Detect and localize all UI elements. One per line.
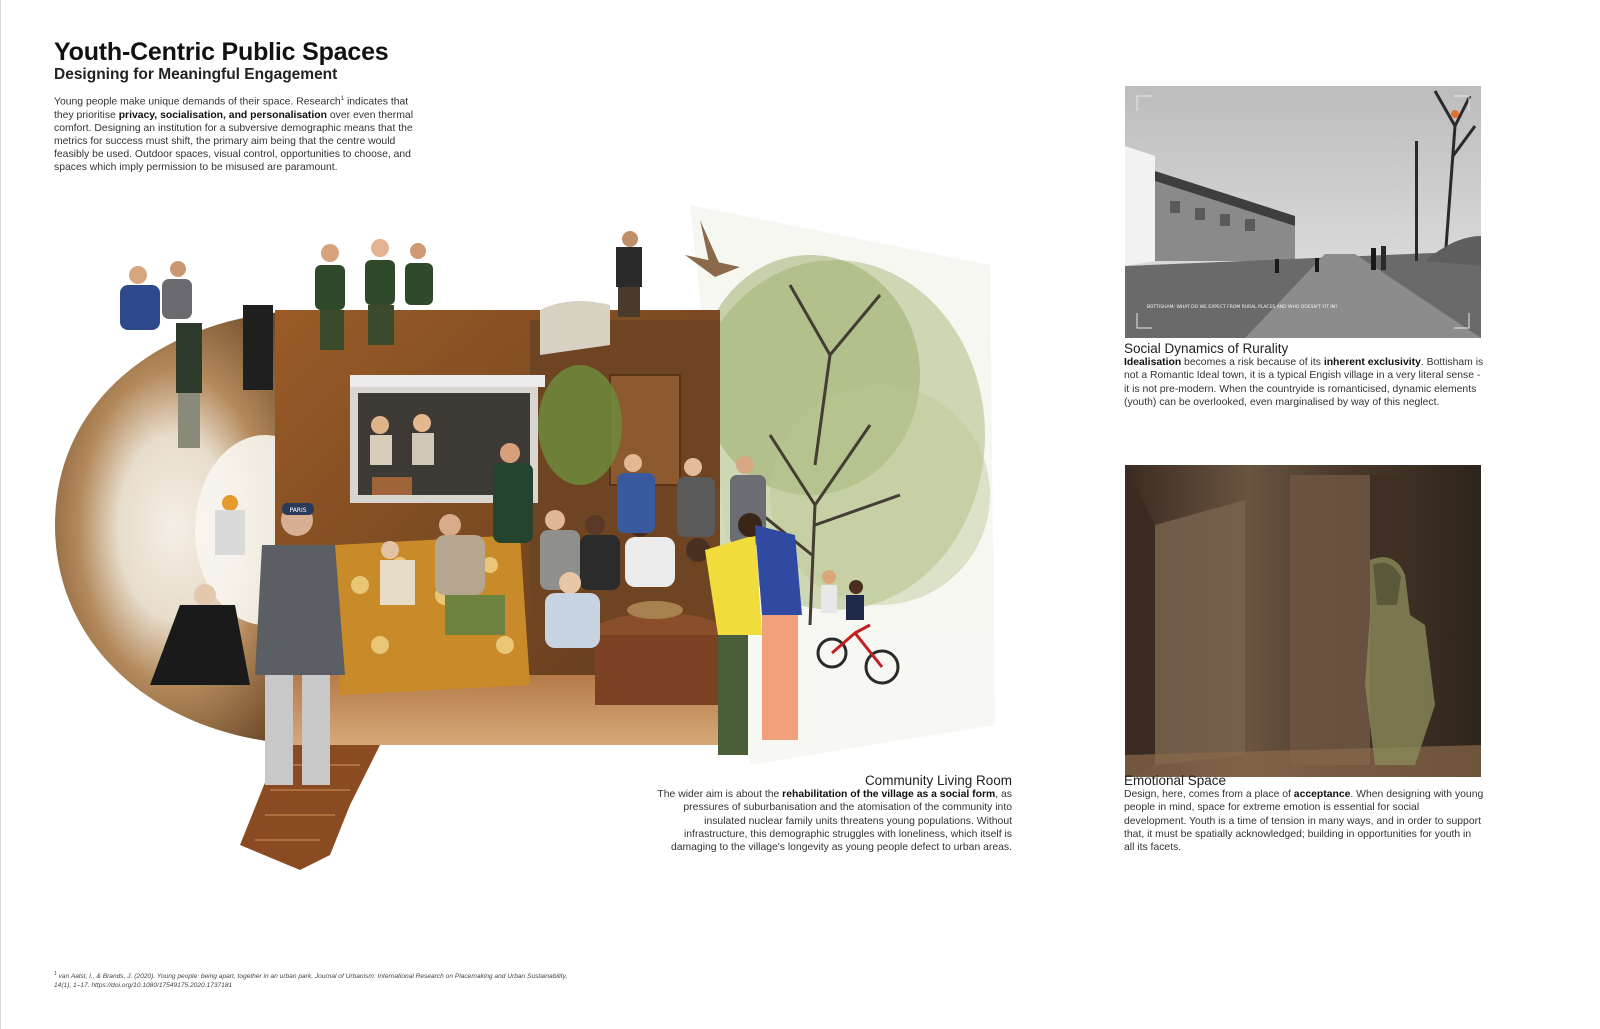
page-subtitle: Designing for Meaningful Engagement <box>54 66 338 83</box>
page-edge <box>0 0 1 1029</box>
bottisham-street-photo <box>1125 86 1481 338</box>
footnote-marker: 1 <box>340 96 345 102</box>
community-body: The wider aim is about the rehabilitation of the village as a social form, as pressures of suburbanisation and the atomisation of the community into insulated nuclear family units threatens young populations. Without infrastructure, this demographic struggles with loneliness, which itself is damaging to the village's longevity as young people defect to urban areas. <box>657 789 1012 854</box>
page-title: Youth-Centric Public Spaces <box>54 38 389 66</box>
emotional-space-illustration <box>1125 465 1481 777</box>
cap-text: PARIS <box>289 507 307 514</box>
footnote: $^1$ van Aalst, I., & Brands, J. (2020). Young people: being apart, together in an urban park. Journal of Urbanism: International Research on Placemaking and Urban Sustainability, 14(1), 1–17. https://doi.org/10.1080/17549175.2020.1737181 <box>54 971 568 989</box>
intro-paragraph: Young people make unique demands of their space. Research$^1$ indicates that they prioritise privacy, socialisation, and personalisation over even thermal comfort. Designing an institution for a subversive demographic means that the metrics for success must shift, the primary aim being that the centre would feasibly be used. Outdoor spaces, visual control, opportunities to choose, and spaces which imply permission to be misused are paramount. <box>54 96 414 174</box>
emotional-space-caption <box>1124 774 1484 854</box>
rurality-caption <box>1124 342 1484 409</box>
rurality-heading: Social Dynamics of Rurality <box>1124 341 1289 356</box>
emotional-heading: Emotional Space <box>1124 773 1227 788</box>
photo-caption-overlay: BOTTISHAM: WHAT DO WE EXPECT FROM RURAL PLACES AND WHO DOESN'T FIT IN? <box>1147 305 1338 310</box>
emotional-body: Design, here, comes from a place of acceptance. When designing with young people in mind, space for extreme emotion is essential for social development. Youth is a time of tension in many ways, and in order to support that, it must be spatially acknowledged; building in opportunities for youth in all its facets. <box>1124 789 1484 854</box>
community-living-room-caption <box>655 774 1012 854</box>
rurality-body: Idealisation becomes a risk because of its inherent exclusivity. Bottisham is not a Romantic Ideal town, it is a typical Engish village in a very literal sense - it is not pre-modern. When the countryide is romanticised, dynamic elements (youth) can be overlooked, even marginalised by way of this neglect. <box>1124 357 1484 408</box>
community-heading: Community Living Room <box>864 773 1012 788</box>
